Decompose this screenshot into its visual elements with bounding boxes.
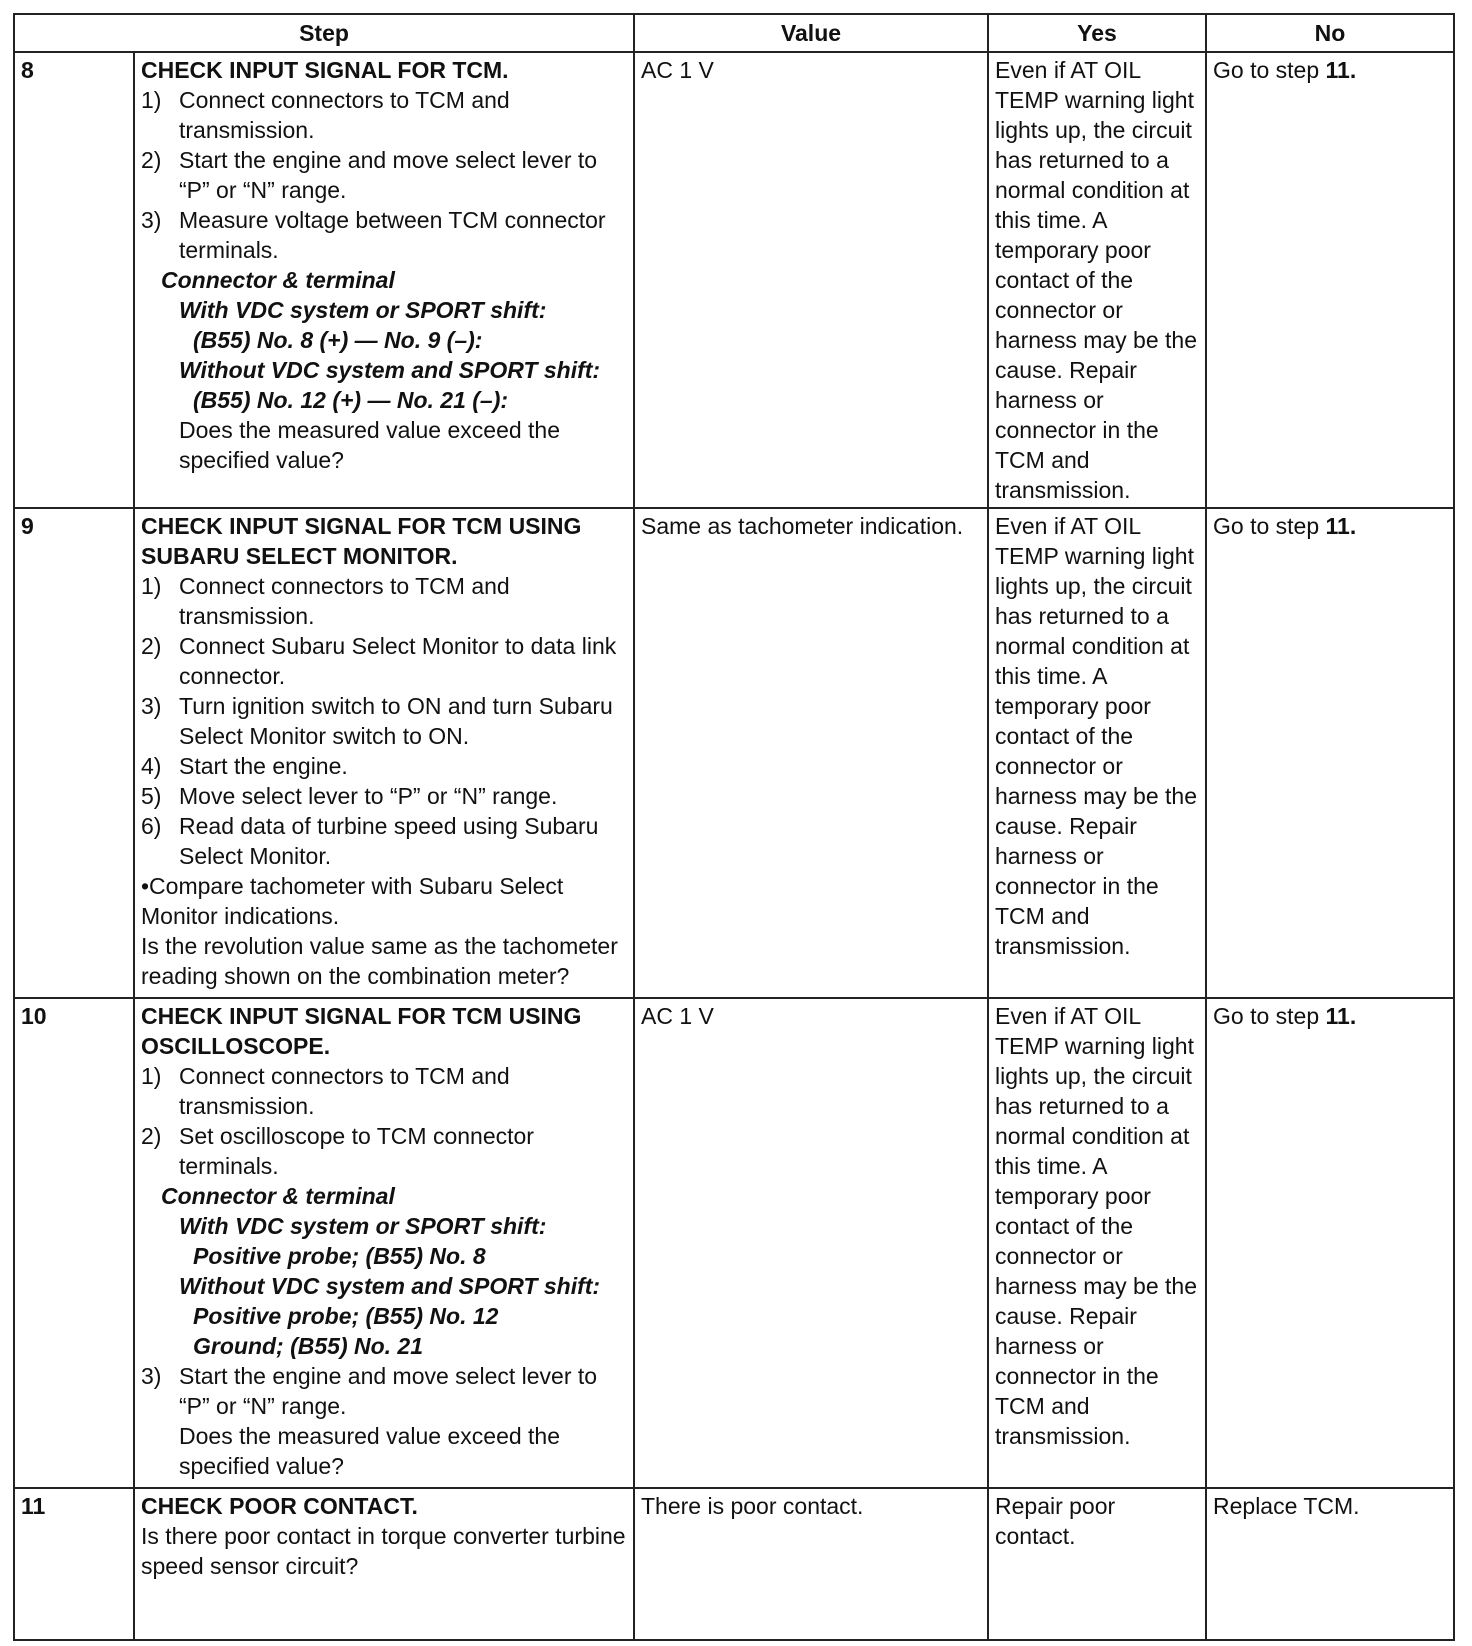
list-item: 3) Turn ignition switch to ON and turn Subaru Select Monitor switch to ON. xyxy=(141,693,613,749)
table-row xyxy=(14,998,1454,1488)
step-procedure xyxy=(134,52,634,508)
connector-heading: Connector & terminal xyxy=(161,267,395,293)
step-title: CHECK POOR CONTACT. xyxy=(141,1493,418,1519)
step-note: •Compare tachometer with Subaru Select Monitor indications. xyxy=(141,873,564,929)
connector-terminal: Positive probe; (B55) No. 12 xyxy=(193,1303,499,1329)
step-value: Same as tachometer indication. xyxy=(634,508,988,998)
step-value: AC 1 V xyxy=(634,998,988,1488)
diagnostic-table xyxy=(13,13,1455,1641)
step-value: There is poor contact. xyxy=(634,1488,988,1640)
list-item: 4) Start the engine. xyxy=(141,753,348,779)
step-yes: Even if AT OIL TEMP warning light lights up, the circuit has returned to a normal condition at this time. A temporary poor contact of the connector or harness may be the cause. Repair harness or connector in the TCM and transmission. xyxy=(988,508,1206,998)
step-list xyxy=(141,1061,627,1181)
header-value: Value xyxy=(634,14,988,52)
step-no: Go to step 11. xyxy=(1206,508,1454,998)
connector-system: With VDC system or SPORT shift: xyxy=(179,297,547,323)
step-number: 10 xyxy=(14,998,134,1488)
step-title: CHECK INPUT SIGNAL FOR TCM. xyxy=(141,57,509,83)
step-question: Is there poor contact in torque converter turbine speed sensor circuit? xyxy=(141,1523,626,1579)
list-item: 3) Measure voltage between TCM connector terminals. xyxy=(141,207,606,263)
connector-system: With VDC system or SPORT shift: xyxy=(179,1213,547,1239)
step-question: Does the measured value exceed the specified value? xyxy=(179,417,561,473)
step-question: Does the measured value exceed the specified value? xyxy=(179,1423,561,1479)
table-row xyxy=(14,508,1454,998)
list-item: 1) Connect connectors to TCM and transmission. xyxy=(141,573,510,629)
list-item: 5) Move select lever to “P” or “N” range. xyxy=(141,783,558,809)
list-item: 2) Connect Subaru Select Monitor to data link connector. xyxy=(141,633,617,689)
step-list xyxy=(141,1361,627,1421)
step-yes: Even if AT OIL TEMP warning light lights up, the circuit has returned to a normal condition at this time. A temporary poor contact of the connector or harness may be the cause. Repair harness or connector in the TCM and transmission. xyxy=(988,998,1206,1488)
step-number: 9 xyxy=(14,508,134,998)
connector-system: Without VDC system and SPORT shift: xyxy=(179,357,601,383)
step-yes: Repair poor contact. xyxy=(988,1488,1206,1640)
step-question: Is the revolution value same as the tachometer reading shown on the combination meter? xyxy=(141,933,618,989)
list-item: 3) Start the engine and move select lever to “P” or “N” range. xyxy=(141,1363,598,1419)
step-value: AC 1 V xyxy=(634,52,988,508)
connector-terminal: Ground; (B55) No. 21 xyxy=(193,1333,424,1359)
header-yes: Yes xyxy=(988,14,1206,52)
connector-terminal: Positive probe; (B55) No. 8 xyxy=(193,1243,486,1269)
list-item: 1) Connect connectors to TCM and transmission. xyxy=(141,87,510,143)
table-row xyxy=(14,1488,1454,1640)
step-no: Go to step 11. xyxy=(1206,52,1454,508)
connector-heading: Connector & terminal xyxy=(161,1183,395,1209)
list-item: 2) Set oscilloscope to TCM connector terminals. xyxy=(141,1123,534,1179)
list-item: 2) Start the engine and move select lever to “P” or “N” range. xyxy=(141,147,598,203)
step-procedure xyxy=(134,998,634,1488)
step-no: Go to step 11. xyxy=(1206,998,1454,1488)
step-procedure xyxy=(134,508,634,998)
step-number: 11 xyxy=(14,1488,134,1640)
step-list xyxy=(141,85,627,265)
connector-terminal: (B55) No. 12 (+) — No. 21 (–): xyxy=(193,387,509,413)
list-item: 6) Read data of turbine speed using Subaru Select Monitor. xyxy=(141,813,599,869)
table-row xyxy=(14,52,1454,508)
header-no: No xyxy=(1206,14,1454,52)
step-procedure xyxy=(134,1488,634,1640)
header-step: Step xyxy=(14,14,634,52)
header-row xyxy=(14,14,1454,52)
connector-system: Without VDC system and SPORT shift: xyxy=(179,1273,601,1299)
step-yes: Even if AT OIL TEMP warning light lights up, the circuit has returned to a normal condition at this time. A temporary poor contact of the connector or harness may be the cause. Repair harness or connector in the TCM and transmission. xyxy=(988,52,1206,508)
step-title: CHECK INPUT SIGNAL FOR TCM USING SUBARU SELECT MONITOR. xyxy=(141,513,582,569)
step-number: 8 xyxy=(14,52,134,508)
connector-terminal: (B55) No. 8 (+) — No. 9 (–): xyxy=(193,327,483,353)
step-list xyxy=(141,571,627,871)
list-item: 1) Connect connectors to TCM and transmission. xyxy=(141,1063,510,1119)
step-no: Replace TCM. xyxy=(1206,1488,1454,1640)
step-title: CHECK INPUT SIGNAL FOR TCM USING OSCILLOSCOPE. xyxy=(141,1003,582,1059)
